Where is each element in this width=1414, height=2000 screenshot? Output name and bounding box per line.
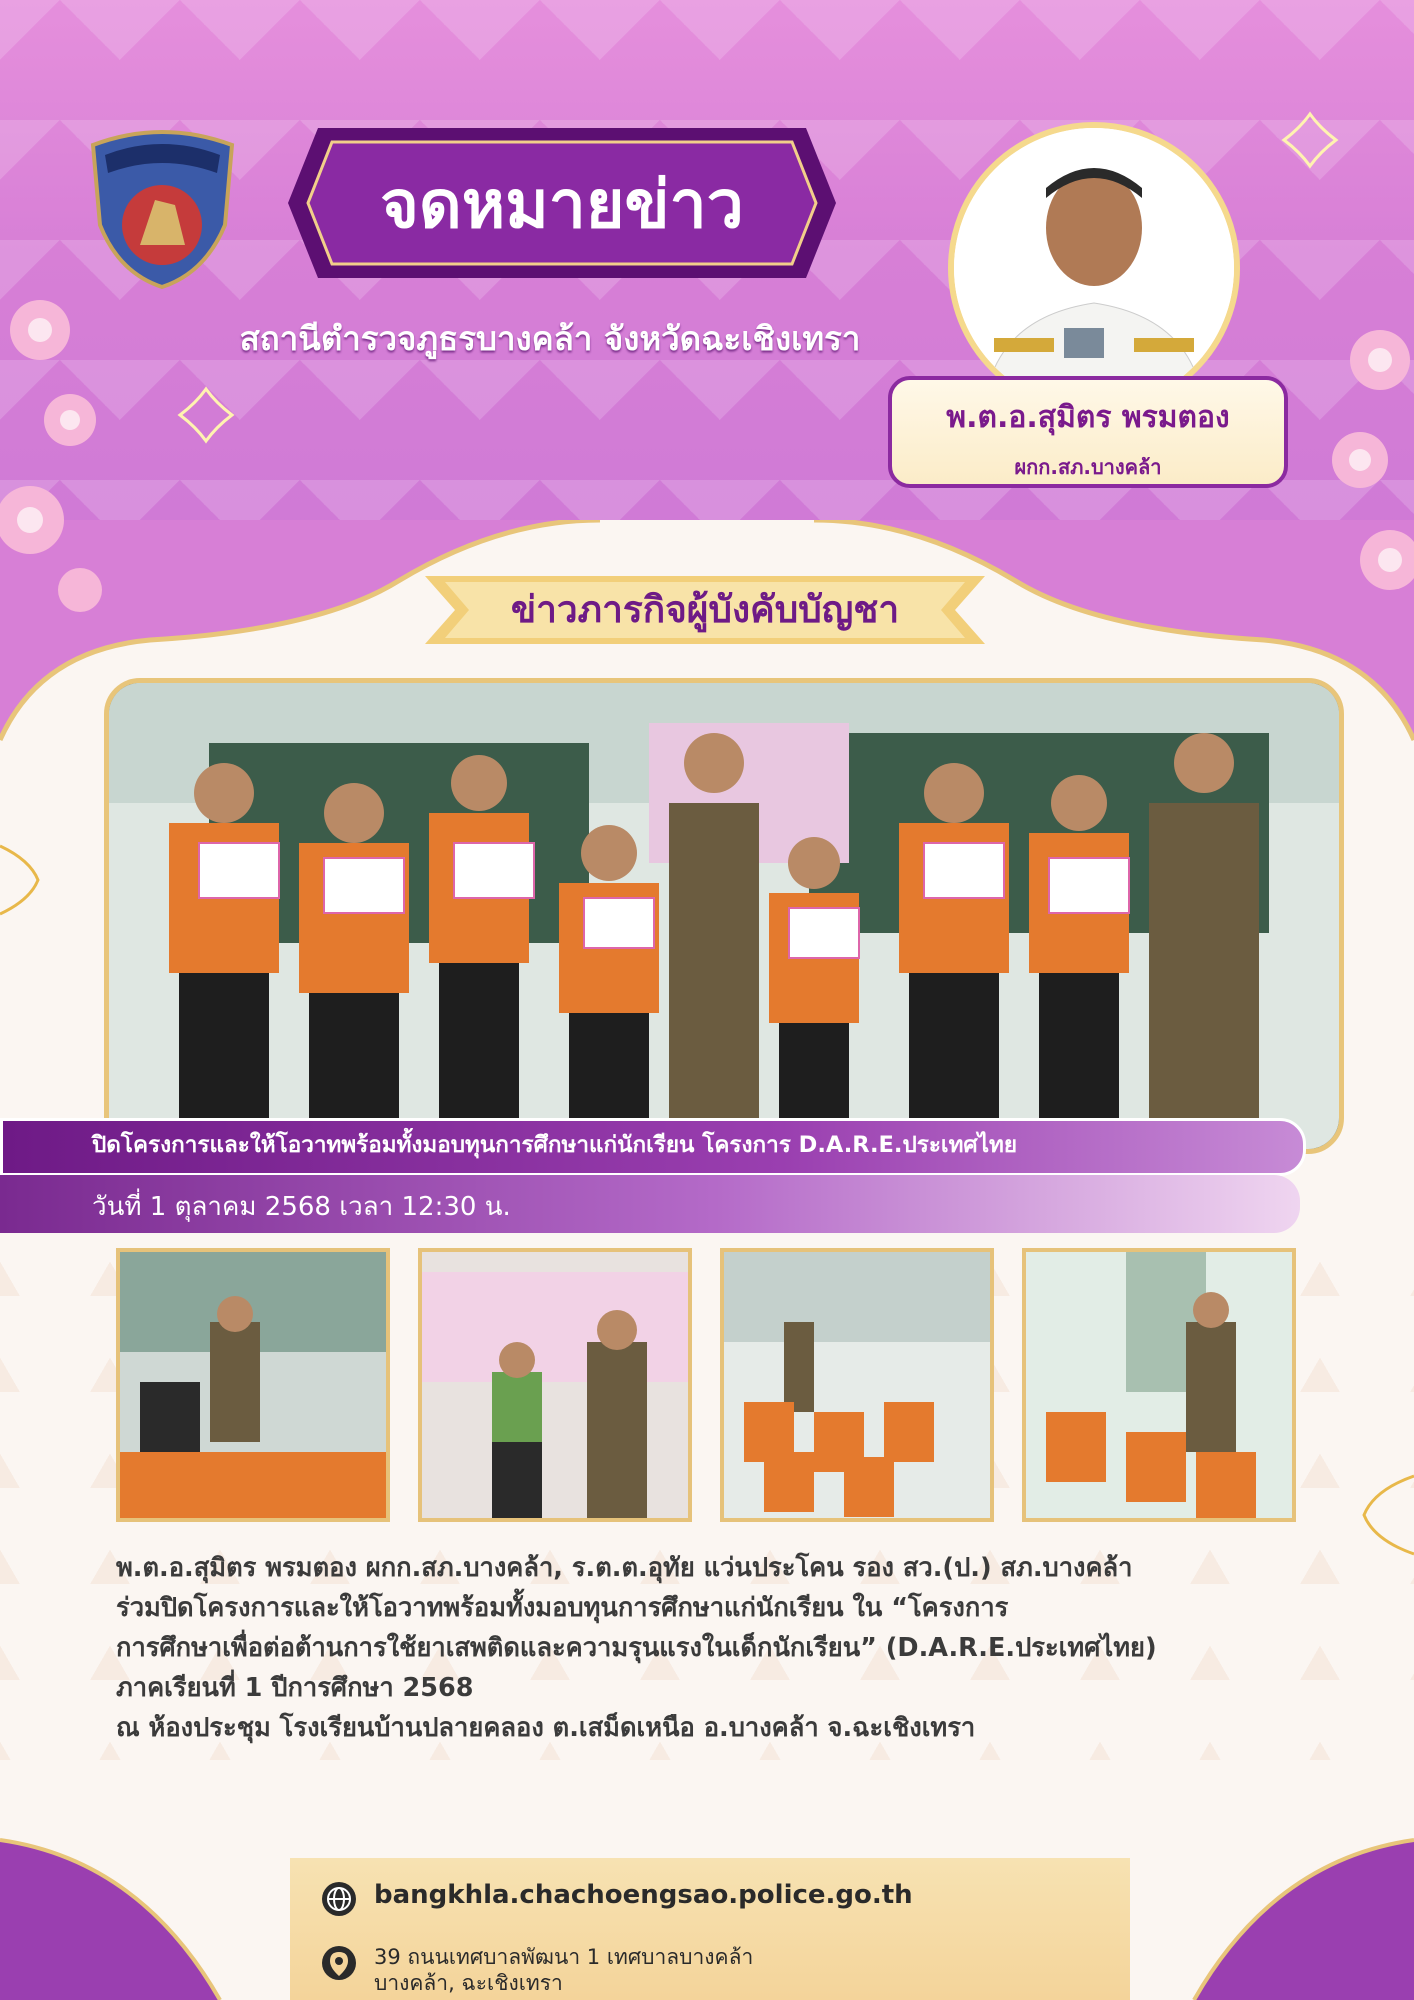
commander-name: พ.ต.อ.สุมิตร พรมตอง <box>946 400 1230 435</box>
body-line-3: การศึกษาเพื่อต่อต้านการใช้ยาเสพติดและความรุนแรงในเด็กนักเรียน” (D.A.R.E.ประเทศไทย) <box>116 1633 1157 1663</box>
page-title: จดหมายข่าว <box>380 166 744 243</box>
ornament-icon <box>176 385 236 445</box>
address-line-2: บางคล้า, ฉะเชิงเทรา <box>374 1971 563 1995</box>
headline-caption: ปิดโครงการและให้โอวาทพร้อมทั้งมอบทุนการศึกษาแก่นักเรียน โครงการ D.A.R.E.ประเทศไทย <box>92 1132 1018 1158</box>
ornament-icon <box>1354 1470 1414 1560</box>
body-line-2: ร่วมปิดโครงการและให้โอวาทพร้อมทั้งมอบทุนการศึกษาแก่นักเรียน ใน “โครงการ <box>116 1593 1009 1623</box>
event-photo-3 <box>720 1248 994 1522</box>
body-line-1: พ.ต.อ.สุมิตร พรมตอง ผกก.สภ.บางคล้า, ร.ต.ต.อุทัย แว่นประโคน รอง สว.(ป.) สภ.บางคล้า <box>116 1553 1133 1583</box>
website-link[interactable]: bangkhla.chachoengsao.police.go.th <box>374 1880 913 1910</box>
address-line-1: 39 ถนนเทศบาลพัฒนา 1 เทศบาลบางคล้า <box>374 1945 754 1969</box>
news-body <box>116 1548 1316 1748</box>
date-caption: วันที่ 1 ตุลาคม 2568 เวลา 12:30 น. <box>92 1192 511 1222</box>
police-badge-logo <box>85 125 240 290</box>
globe-icon <box>322 1882 356 1916</box>
address <box>374 1944 753 1996</box>
body-line-5: ณ ห้องประชุม โรงเรียนบ้านปลายคลอง ต.เสม็ดเหนือ อ.บางคล้า จ.ฉะเชิงเทรา <box>116 1713 976 1743</box>
location-pin-icon <box>322 1946 356 1980</box>
station-name: สถานีตำรวจภูธรบางคล้า จังหวัดฉะเชิงเทรา <box>239 319 861 358</box>
event-photo-1 <box>116 1248 390 1522</box>
event-photo-2 <box>418 1248 692 1522</box>
flower-decoration-left <box>0 270 120 630</box>
commander-portrait <box>948 122 1240 414</box>
event-photo-4 <box>1022 1248 1296 1522</box>
flower-decoration-right <box>1300 300 1414 640</box>
commander-position: ผกก.สภ.บางคล้า <box>1014 455 1162 479</box>
ornament-icon <box>0 840 44 920</box>
ornament-icon <box>1280 110 1340 170</box>
commander-name-card <box>888 376 1288 488</box>
section-title: ข่าวภารกิจผู้บังคับบัญชา <box>510 588 900 631</box>
body-line-4: ภาคเรียนที่ 1 ปีการศึกษา 2568 <box>116 1673 474 1703</box>
main-event-photo <box>104 678 1344 1154</box>
